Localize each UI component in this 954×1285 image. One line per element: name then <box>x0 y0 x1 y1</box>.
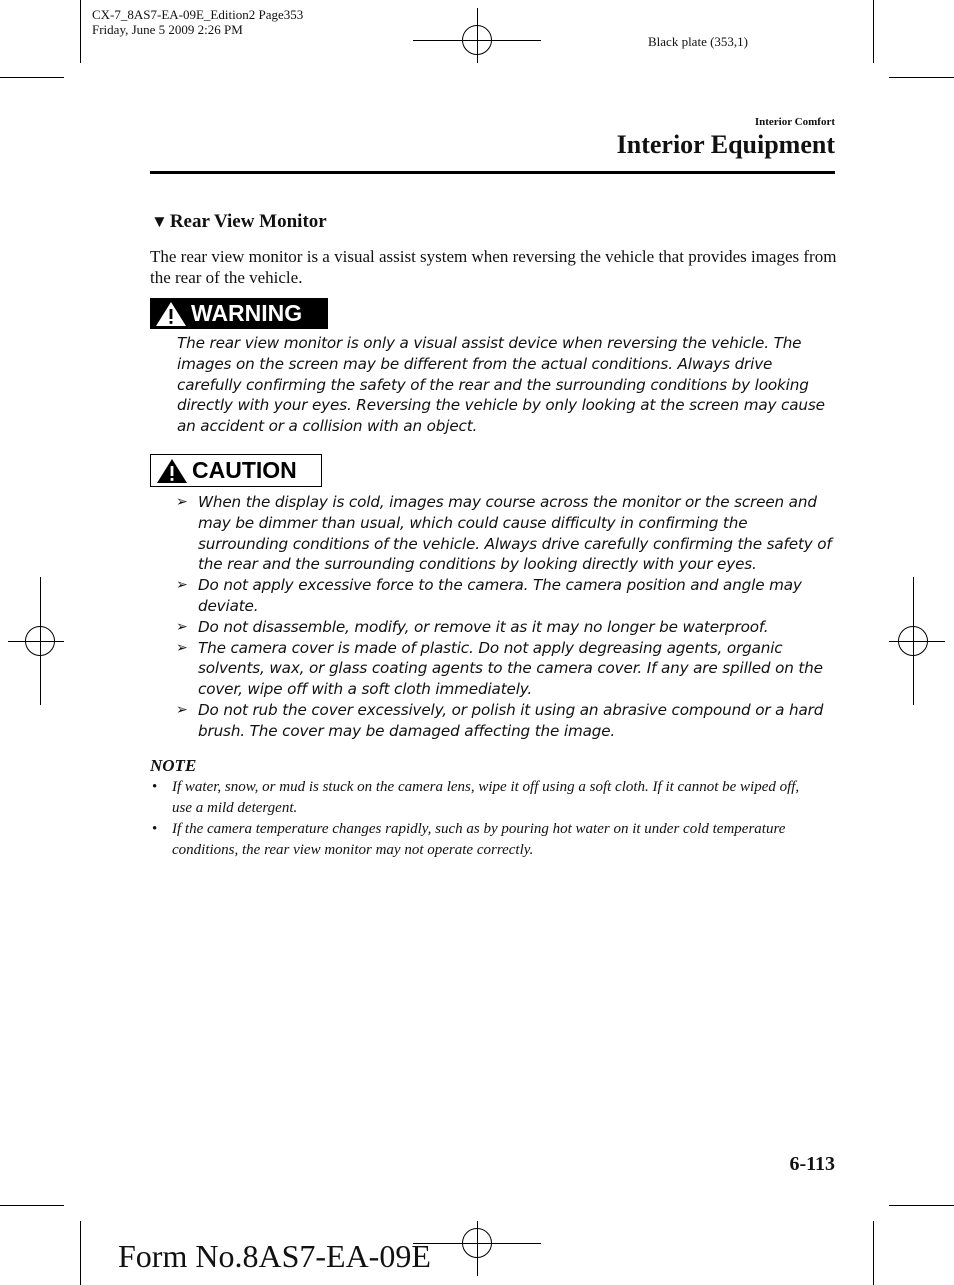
crop-mark <box>873 1221 874 1285</box>
print-slug <box>92 7 303 37</box>
caution-badge <box>150 454 322 487</box>
caution-item-text: Do not apply excessive force to the camera. The camera position and angle may deviate. <box>198 576 802 615</box>
list-item <box>176 492 842 575</box>
note-item-text: If water, snow, or mud is stuck on the camera lens, wipe it off using a soft cloth. If it cannot be wiped off, use a mild detergent. <box>172 779 800 816</box>
arrowhead-bullet-icon: ➢ <box>176 618 188 635</box>
note-list <box>152 777 822 861</box>
page-title: Interior Equipment <box>616 130 835 159</box>
arrowhead-bullet-icon: ➢ <box>176 494 188 510</box>
caution-label: CAUTION <box>192 457 297 483</box>
registration-circle-icon <box>462 25 492 55</box>
list-item <box>152 777 822 819</box>
crop-mark <box>873 0 874 63</box>
caution-triangle-icon <box>156 458 188 484</box>
registration-circle-icon <box>898 626 928 656</box>
crop-mark <box>80 1221 81 1285</box>
intro-paragraph: The rear view monitor is a visual assist system when reversing the vehicle that provides images from the rear of the vehicle. <box>150 247 837 287</box>
caution-item-text: Do not disassemble, modify, or remove it as it may no longer be waterproof. <box>198 617 769 636</box>
arrowhead-bullet-icon: ➢ <box>176 577 188 594</box>
registration-circle-icon <box>462 1228 492 1258</box>
subsection-heading <box>151 211 327 233</box>
page-number: 6-113 <box>789 1153 835 1175</box>
form-number: Form No.8AS7-EA-09E <box>118 1238 431 1274</box>
warning-badge <box>150 298 328 329</box>
section-label: Interior Comfort <box>754 116 835 128</box>
bullet-icon: • <box>152 821 158 837</box>
slug-line-2: Friday, June 5 2009 2:26 PM <box>92 22 243 37</box>
list-item <box>152 819 822 861</box>
note-item-text: If the camera temperature changes rapidly, such as by pouring hot water on it under cold temperature conditions, the rear view monitor may not operate correctly. <box>172 821 786 858</box>
triangle-down-icon: ▼ <box>151 212 168 231</box>
crop-mark <box>80 0 81 63</box>
header-rule <box>150 171 835 174</box>
plate-label: Black plate (353,1) <box>648 34 748 49</box>
slug-line-1: CX-7_8AS7-EA-09E_Edition2 Page353 <box>92 7 304 22</box>
caution-item-text: The camera cover is made of plastic. Do not apply degreasing agents, organic solvents, wax, or glass coating agents to the camera cover. If any are spilled on the cover, wipe off with a soft cloth immediately. <box>198 638 823 699</box>
note-heading: NOTE <box>150 756 197 775</box>
warning-label: WARNING <box>191 300 303 326</box>
warning-text: The rear view monitor is only a visual assist device when reversing the vehicle. The images on the screen may be different from the actual conditions. Always drive carefully confirming the safety of the rear and the surrounding conditions by looking directly with your eyes. Reversing the vehicle by only looking at the screen may cause an accident or a collision with an object. <box>177 334 825 436</box>
crop-mark <box>889 1205 954 1206</box>
warning-triangle-icon <box>155 301 187 327</box>
arrowhead-bullet-icon: ➢ <box>176 701 188 718</box>
list-item <box>176 617 842 638</box>
crop-mark <box>889 77 954 78</box>
subsection-title: Rear View Monitor <box>169 211 327 232</box>
caution-list <box>176 492 842 742</box>
bullet-icon: • <box>152 779 158 795</box>
crop-mark <box>0 1205 64 1206</box>
list-item <box>176 638 842 700</box>
list-item <box>176 700 842 742</box>
arrowhead-bullet-icon: ➢ <box>176 639 188 656</box>
registration-circle-icon <box>25 626 55 656</box>
caution-item-text: When the display is cold, images may course across the monitor or the screen and may be dimmer than usual, which could cause difficulty in confirming the surrounding conditions of the vehicle. Always drive carefully confirming the safety of the rear and the surrounding conditions by looking directly with your eyes. <box>198 493 832 574</box>
caution-item-text: Do not rub the cover excessively, or polish it using an abrasive compound or a hard brush. The cover may be damaged affecting the image. <box>198 700 824 740</box>
crop-mark <box>0 77 64 78</box>
list-item <box>176 575 842 617</box>
